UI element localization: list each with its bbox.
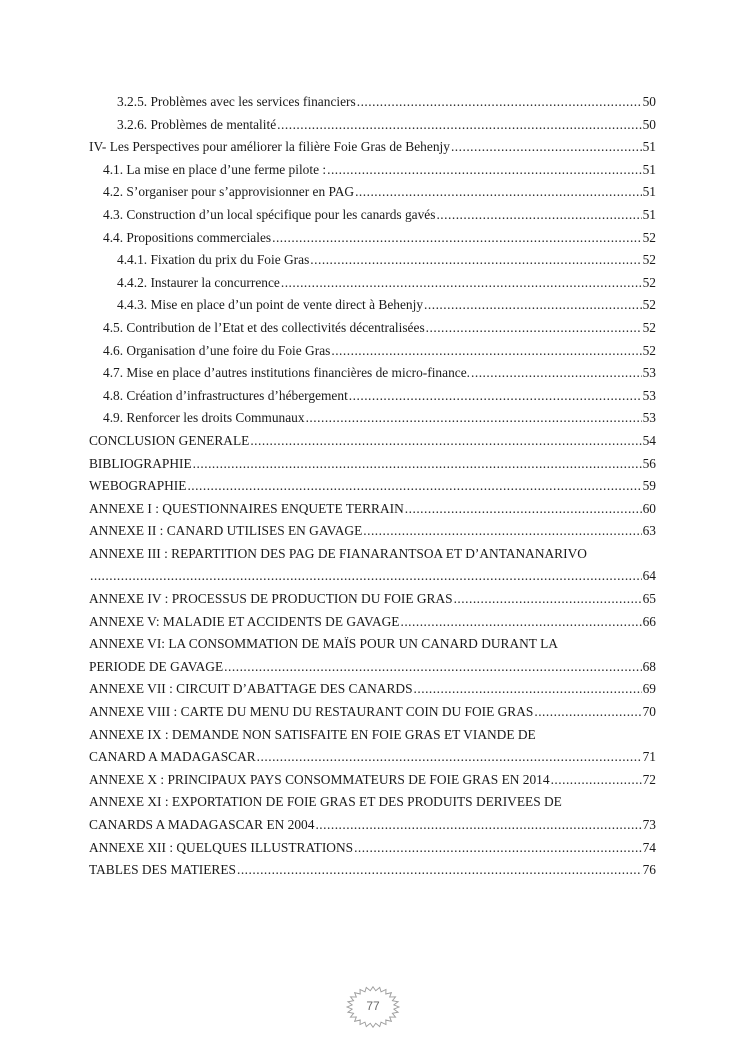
toc-entry-page: 52 [642,297,656,313]
toc-entry-title: CONCLUSION GENERALE [89,432,250,448]
toc-leader-dots [331,340,641,363]
toc-leader-dots [355,181,642,204]
toc-entry-title: ANNEXE VII : CIRCUIT D’ABATTAGE DES CANARDS [89,681,413,697]
toc-entry[interactable] [89,724,656,769]
toc-entry[interactable] [89,362,656,385]
toc-entry-page: 66 [642,613,656,629]
toc-entry-page: 53 [642,387,656,403]
toc-entry-title: 4.6. Organisation d’une foire du Foie Gras [103,342,331,358]
toc-entry[interactable] [89,588,656,611]
toc-entry-title: 4.4. Propositions commerciales [103,229,272,245]
toc-entry[interactable] [89,91,656,114]
toc-entry-title: 4.4.1. Fixation du prix du Foie Gras [117,252,310,268]
toc-entry-title: ANNEXE VI: LA CONSOMMATION DE MAÏS POUR UN CANARD DURANT LA [89,636,558,652]
toc-entry[interactable] [89,837,656,860]
toc-leader-dots [349,385,642,408]
toc-entry-page: 64 [642,568,656,584]
toc-entry-title: 4.4.3. Mise en place d’un point de vente direct à Behenjy [117,297,424,313]
toc-leader-dots [426,317,642,340]
toc-entry-page: 52 [642,319,656,335]
toc-leader-dots [436,204,641,227]
toc-entry-page: 53 [642,365,656,381]
toc-leader-dots [277,114,641,137]
toc-leader-dots [90,565,642,588]
toc-leader-dots [257,746,642,769]
toc-entry[interactable] [89,136,656,159]
toc-leader-dots [224,656,641,679]
toc-entry-title: 4.9. Renforcer les droits Communaux [103,410,305,426]
toc-entry[interactable] [89,701,656,724]
toc-leader-dots [237,859,642,882]
toc-leader-dots [354,837,642,860]
toc-leader-dots [193,453,642,476]
toc-entry[interactable] [89,769,656,792]
toc-entry[interactable] [89,249,656,272]
toc-entry-page: 52 [642,274,656,290]
toc-entry-title: 4.5. Contribution de l’Etat et des collectivités décentralisées [103,319,425,335]
toc-entry-page: 52 [642,252,656,268]
toc-entry-page: 74 [642,839,656,855]
toc-leader-dots [400,611,641,634]
toc-entry-page: 70 [642,704,656,720]
toc-entry[interactable] [89,340,656,363]
toc-entry-page: 69 [642,681,656,697]
toc-entry[interactable] [89,453,656,476]
toc-entry-title: ANNEXE VIII : CARTE DU MENU DU RESTAURANT COIN DU FOIE GRAS [89,704,534,720]
toc-leader-dots [363,520,641,543]
toc-entry-title: ANNEXE XI : EXPORTATION DE FOIE GRAS ET DES PRODUITS DERIVEES DE [89,794,562,810]
toc-entry-title: IV- Les Perspectives pour améliorer la filière Foie Gras de Behenjy [89,139,450,155]
toc-entry-title: 4.4.2. Instaurer la concurrence [117,274,280,290]
toc-leader-dots [405,498,642,521]
toc-entry-page: 63 [642,523,656,539]
toc-leader-dots [414,678,642,701]
toc-entry-title: 4.8. Création d’infrastructures d’hébergement [103,387,348,403]
toc-leader-dots [310,249,641,272]
toc-leader-dots [357,91,642,114]
table-of-contents [89,91,656,882]
toc-entry-title: 4.3. Construction d’un local spécifique pour les canards gavés [103,206,436,222]
toc-leader-dots [315,814,641,837]
toc-entry-title: 3.2.5. Problèmes avec les services financiers [117,94,356,109]
toc-entry[interactable] [89,294,656,317]
toc-leader-dots [306,407,642,430]
toc-entry-page: 76 [642,862,656,878]
toc-entry-page: 53 [642,410,656,426]
toc-entry-page: 56 [642,455,656,471]
toc-entry-title: ANNEXE V: MALADIE ET ACCIDENTS DE GAVAGE [89,613,400,629]
toc-entry[interactable] [89,385,656,408]
toc-entry-page: 72 [642,771,656,787]
toc-leader-dots [424,294,642,317]
toc-entry-page: 52 [642,342,656,358]
toc-entry[interactable] [89,159,656,182]
toc-entry[interactable] [89,204,656,227]
toc-entry-title-continued: CANARDS A MADAGASCAR EN 2004 [89,817,315,832]
toc-entry-page: 51 [642,139,656,155]
toc-entry[interactable] [89,520,656,543]
toc-entry-title: BIBLIOGRAPHIE [89,455,192,471]
toc-entry-title: 4.1. La mise en place d’une ferme pilote : [103,161,327,177]
page-number: 77 [366,999,380,1013]
toc-entry-page: 50 [642,116,656,132]
toc-leader-dots [281,272,642,295]
toc-entry-page: 71 [642,749,656,765]
toc-leader-dots [471,362,642,385]
toc-entry-page: 51 [642,161,656,177]
toc-entry[interactable] [89,791,656,836]
toc-entry-page: 52 [642,229,656,245]
toc-entry-page: 60 [642,500,656,516]
toc-entry-page: 65 [642,591,656,607]
toc-entry[interactable] [89,227,656,250]
toc-entry[interactable] [89,543,656,588]
toc-entry-page: 54 [642,432,656,448]
toc-entry[interactable] [89,181,656,204]
toc-entry[interactable] [89,317,656,340]
toc-entry-title: ANNEXE III : REPARTITION DES PAG DE FIANARANTSOA ET D’ANTANANARIVO [89,545,587,561]
toc-entry-page: 50 [642,94,656,109]
toc-entry-title: ANNEXE IX : DEMANDE NON SATISFAITE EN FOIE GRAS ET VIANDE DE [89,726,536,742]
toc-entry[interactable] [89,859,656,882]
toc-entry-title: 4.7. Mise en place d’autres institutions financières de micro-finance. [103,365,471,381]
toc-entry[interactable] [89,633,656,678]
toc-entry-page: 59 [642,478,656,494]
toc-leader-dots [534,701,641,724]
toc-leader-dots [451,136,642,159]
toc-leader-dots [187,475,641,498]
toc-entry-page: 68 [642,658,656,674]
toc-entry-title: ANNEXE X : PRINCIPAUX PAYS CONSOMMATEURS DE FOIE GRAS EN 2014 [89,771,550,787]
toc-leader-dots [327,159,642,182]
toc-entry[interactable] [89,407,656,430]
toc-leader-dots [551,769,642,792]
toc-leader-dots [272,227,642,250]
toc-entry[interactable] [89,430,656,453]
toc-entry-title: ANNEXE XII : QUELQUES ILLUSTRATIONS [89,839,354,855]
toc-leader-dots [250,430,641,453]
toc-entry-page: 51 [642,184,656,200]
toc-entry-title: WEBOGRAPHIE [89,478,187,494]
toc-entry-title: 3.2.6. Problèmes de mentalité [117,116,277,132]
toc-entry[interactable] [89,678,656,701]
toc-entry[interactable] [89,114,656,137]
toc-entry[interactable] [89,272,656,295]
toc-entry-page: 51 [642,206,656,222]
toc-entry-title: ANNEXE IV : PROCESSUS DE PRODUCTION DU FOIE GRAS [89,591,453,607]
toc-entry-title: ANNEXE I : QUESTIONNAIRES ENQUETE TERRAIN [89,500,404,516]
toc-entry-page: 73 [642,817,656,832]
toc-entry-title-continued: CANARD A MADAGASCAR [89,749,256,765]
toc-entry[interactable] [89,498,656,521]
toc-entry-title: ANNEXE II : CANARD UTILISES EN GAVAGE [89,523,363,539]
toc-entry-title: 4.2. S’organiser pour s’approvisionner en PAG [103,184,355,200]
toc-entry-title-continued: PERIODE DE GAVAGE [89,658,224,674]
toc-leader-dots [454,588,642,611]
toc-entry[interactable] [89,475,656,498]
toc-entry[interactable] [89,611,656,634]
toc-entry-title: TABLES DES MATIERES [89,862,236,878]
